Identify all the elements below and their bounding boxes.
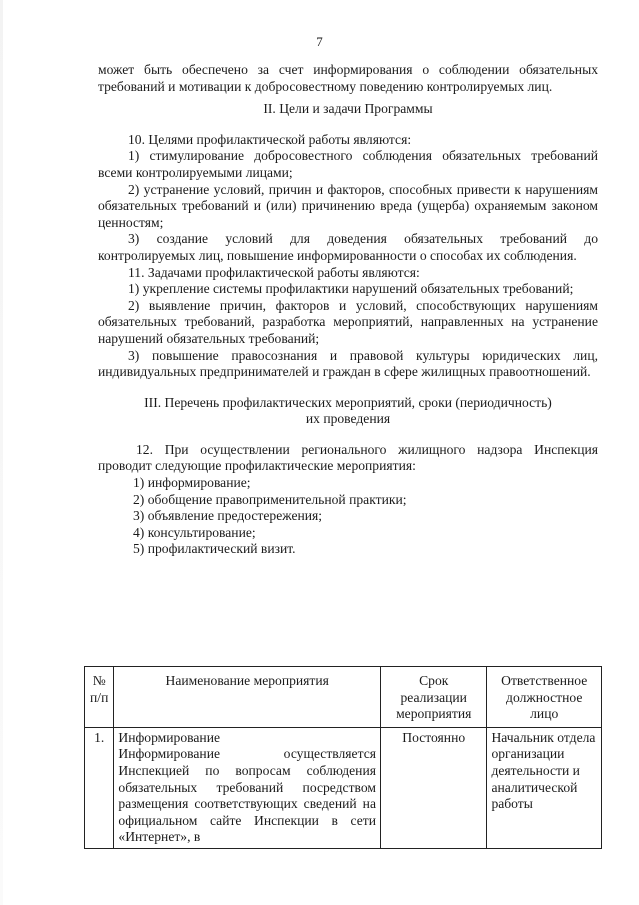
row-num: 1.	[85, 727, 114, 848]
paragraph-11: 11. Задачами профилактической работы являются:	[128, 264, 420, 280]
scan-edge	[0, 0, 3, 905]
section-3-title-line-1: III. Перечень профилактических мероприятий, сроки (периодичность)	[144, 394, 552, 410]
row-name-title: Информирование	[118, 729, 221, 745]
table-header-row	[85, 667, 602, 728]
list-item: 5) профилактический визит.	[133, 541, 296, 557]
document-body	[98, 62, 598, 558]
section-3-title-line-2: их проведения	[305, 411, 391, 427]
paragraph-10-item-2: 2) устранение условий, причин и факторов, способных привести к нарушениям обязательных требований и (или) причинению вреда (ущерба) охраняемым законом ценностям;	[98, 181, 598, 230]
measures-list	[98, 475, 598, 558]
measures-table	[84, 666, 602, 849]
list-item: 1) информирование;	[133, 475, 251, 491]
header-term: Срок реализации мероприятия	[381, 667, 487, 728]
table-row	[85, 727, 602, 848]
list-item: 4) консультирование;	[133, 524, 256, 540]
header-name: Наименование мероприятия	[114, 667, 381, 728]
section-2-title: II. Цели и задачи Программы	[263, 101, 433, 117]
paragraph-11-item-1: 1) укрепление системы профилактики нарушений обязательных требований;	[128, 281, 574, 297]
page-number: 7	[316, 34, 323, 49]
row-name-text: Информирование осуществляется Инспекцией по вопросам соблюдения обязательных требований посредством размещения соответствующих сведений на официальном сайте Инспекции в сети «Интернет», в	[118, 746, 376, 845]
paragraph-11-item-3: 3) повышение правосознания и правовой культуры юридических лиц, индивидуальных предпринимателей и граждан в сфере жилищных правоотношений.	[98, 347, 598, 380]
row-name	[114, 727, 381, 848]
list-item: 2) обобщение правоприменительной практики;	[133, 491, 407, 507]
paragraph-12: 12. При осуществлении регионального жилищного надзора Инспекция проводит следующие профилактические мероприятия:	[98, 441, 598, 474]
paragraph-10: 10. Целями профилактической работы являются:	[128, 131, 412, 147]
paragraph-10-item-1: 1) стимулирование добросовестного соблюдения обязательных требований всеми контролируемыми лицами;	[98, 148, 598, 180]
header-num: № п/п	[85, 667, 114, 728]
row-term: Постоянно	[381, 727, 487, 848]
list-item: 3) объявление предостережения;	[133, 508, 323, 524]
paragraph-11-item-2: 2) выявление причин, факторов и условий, способствующих нарушениям обязательных требований, разработка мероприятий, направленных на устранение нарушений обязательных требований;	[98, 297, 598, 346]
intro-paragraph: может быть обеспечено за счет информирования о соблюдении обязательных требований и мотивации к добросовестному поведению контролируемых лиц.	[98, 62, 598, 94]
header-resp: Ответственное должностное лицо	[487, 667, 602, 728]
paragraph-10-item-3: 3) создание условий для доведения обязательных требований до контролируемых лиц, повышение информированности о способах их соблюдения.	[98, 231, 598, 263]
row-resp: Начальник отдела организации деятельности и аналитической работы	[487, 727, 602, 848]
